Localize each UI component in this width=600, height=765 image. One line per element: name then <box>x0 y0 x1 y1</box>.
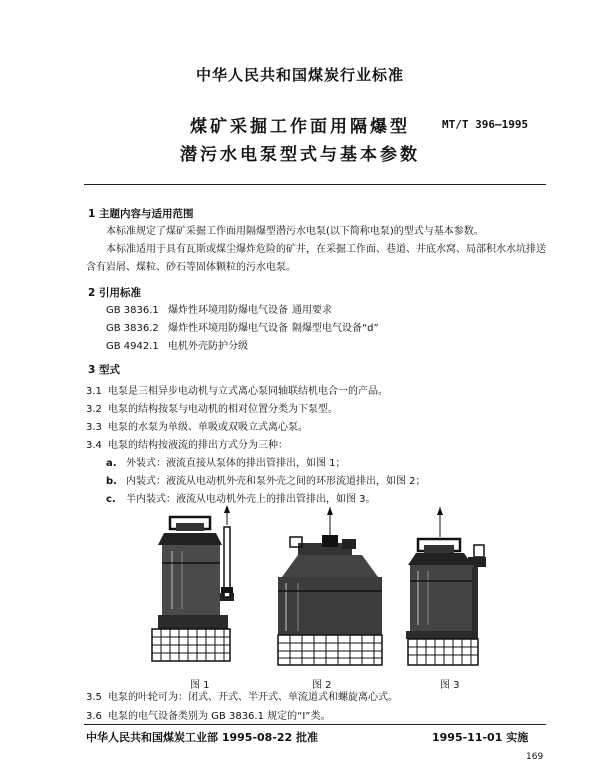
subclause-label: c. <box>106 494 116 505</box>
reference-row <box>106 340 292 354</box>
subclause-a <box>106 457 346 471</box>
clause-text: 电泵是三相异步电动机与立式离心泵同轴联结机电合一的产品。 <box>108 386 388 397</box>
figure-3-caption: 图 3 <box>440 680 460 691</box>
approval-line: 中华人民共和国煤炭工业部 1995-08-22 批准 <box>86 731 319 744</box>
clause-number: 3.4 <box>86 440 102 451</box>
effective-date: 1995-11-01 实施 <box>432 731 529 744</box>
reference-desc: 隔爆型电气设备“d” <box>292 323 379 334</box>
clause-text: 电泵的结构按液流的排出方式分为三种： <box>108 440 288 451</box>
reference-code: GB 4942.1 <box>106 341 159 352</box>
figure-2-caption: 图 2 <box>312 680 332 691</box>
clause-number: 3.3 <box>86 422 102 433</box>
subclause-text: 外装式：液流直接从泵体的排出管排出，如图 1； <box>126 458 346 469</box>
clause-3-5 <box>86 691 398 705</box>
clause-3-3 <box>86 421 308 435</box>
subclause-text: 内装式：液流从电动机外壳和泵外壳之间的环形流道排出，如图 2； <box>126 476 426 487</box>
document-title-line-2: 潜污水电泵型式与基本参数 <box>180 145 420 165</box>
subclause-label: b. <box>106 476 117 487</box>
reference-row <box>106 304 332 318</box>
page-number: 169 <box>526 752 544 762</box>
header-rule <box>84 184 546 185</box>
document-title-line-1: 煤矿采掘工作面用隔爆型 <box>190 117 410 137</box>
reference-row <box>106 322 379 336</box>
reference-title: 电机外壳防护分级 <box>168 341 248 352</box>
clause-text: 电泵的电气设备类别为 GB 3836.1 规定的“I”类。 <box>108 711 331 722</box>
section-3-heading: 3 型式 <box>88 364 120 376</box>
section-1-paragraph-2-line-1: 本标准适用于具有瓦斯或煤尘爆炸危险的矿井，在采掘工作面、巷道、井底水窝、局部积水水坑排送 <box>106 244 546 255</box>
section-1-heading: 1 主题内容与适用范围 <box>88 208 194 220</box>
clause-3-4 <box>86 439 288 453</box>
subclause-text: 半内装式：液流从电动机外壳上的排出管排出，如图 3。 <box>126 494 376 505</box>
standard-category-title: 中华人民共和国煤炭行业标准 <box>195 66 404 84</box>
subclause-label: a. <box>106 458 117 469</box>
clause-3-1 <box>86 385 388 399</box>
reference-desc: 通用要求 <box>292 305 332 316</box>
section-2-heading: 2 引用标准 <box>88 287 141 299</box>
figure-1-pump-drawing <box>148 505 258 665</box>
clause-number: 3.6 <box>86 711 102 722</box>
clause-number: 3.1 <box>86 386 102 397</box>
figure-1-caption: 图 1 <box>190 680 210 691</box>
reference-code: GB 3836.1 <box>106 305 159 316</box>
section-1-paragraph-2-line-2: 含有岩屑、煤粒、砂石等固体颗粒的污水电泵。 <box>86 262 296 273</box>
clause-number: 3.5 <box>86 692 102 703</box>
reference-title: 爆炸性环境用防爆电气设备 <box>168 305 288 316</box>
standard-code: MT/T 396—1995 <box>442 118 529 131</box>
clause-text: 电泵的结构按泵与电动机的相对位置分类为下泵型。 <box>108 404 338 415</box>
reference-code: GB 3836.2 <box>106 323 159 334</box>
figure-3-pump-drawing <box>402 505 507 670</box>
clause-number: 3.2 <box>86 404 102 415</box>
clause-3-6 <box>86 710 330 724</box>
subclause-b <box>106 475 426 489</box>
reference-title: 爆炸性环境用防爆电气设备 <box>168 323 288 334</box>
clause-text: 电泵的水泵为单级、单吸或双吸立式离心泵。 <box>108 422 308 433</box>
clause-3-2 <box>86 403 338 417</box>
clause-text: 电泵的叶轮可为：闭式、开式、半开式、单流道式和螺旋离心式。 <box>108 692 398 703</box>
footer-rule <box>84 724 546 725</box>
section-1-paragraph-1: 本标准规定了煤矿采掘工作面用隔爆型潜污水电泵(以下简称电泵)的型式与基本参数。 <box>106 226 484 237</box>
figure-2-pump-drawing <box>268 505 393 670</box>
